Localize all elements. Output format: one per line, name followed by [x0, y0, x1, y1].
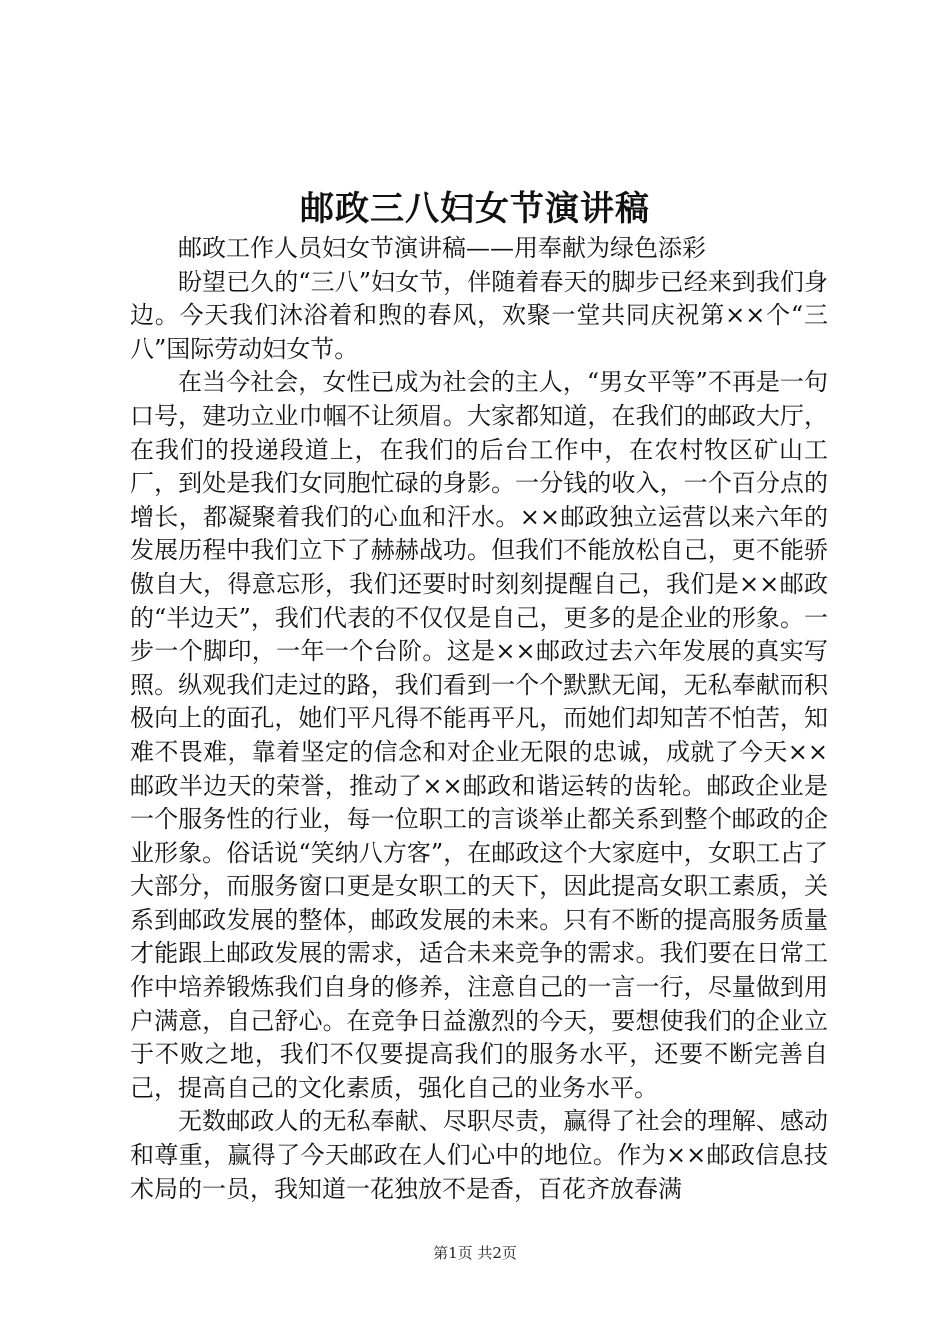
subtitle-paragraph: 邮政工作人员妇女节演讲稿——用奉献为绿色添彩 — [178, 234, 706, 262]
body-paragraph: 盼望已久的“三八”妇女节，伴随着春天的脚步已经来到我们身边。今天我们沐浴着和煦的春风，欢聚一堂共同庆祝第××个“三八”国际劳动妇女节。 — [130, 267, 828, 363]
body-paragraph: 无数邮政人的无私奉献、尽职尽责，赢得了社会的理解、感动和尊重，赢得了今天邮政在人们心中的地位。作为××邮政信息技术局的一员，我知道一花独放不是香，百花齐放春满 — [130, 1107, 828, 1203]
document-body — [130, 232, 828, 1206]
body-paragraph: 在当今社会，女性已成为社会的主人，“男女平等”不再是一句口号，建功立业巾帼不让须眉。大家都知道，在我们的邮政大厅，在我们的投递段道上，在我们的后台工作中，在农村牧区矿山工厂，到处是我们女同胞忙碌的身影。一分钱的收入，一个百分点的增长，都凝聚着我们的心血和汗水。××邮政独立运营以来六年的发展历程中我们立下了赫赫战功。但我们不能放松自己，更不能骄傲自大，得意忘形，我们还要时时刻刻提醒自己，我们是××邮政的“半边天”，我们代表的不仅仅是自己，更多的是企业的形象。一步一个脚印，一年一个台阶。这是××邮政过去六年发展的真实写照。纵观我们走过的路，我们看到一个个默默无闻，无私奉献而积极向上的面孔，她们平凡得不能再平凡，而她们却知苦不怕苦，知难不畏难，靠着坚定的信念和对企业无限的忠诚，成就了今天××邮政半边天的荣誉，推动了××邮政和谐运转的齿轮。邮政企业是一个服务性的行业，每一位职工的言谈举止都关系到整个邮政的企业形象。俗话说“笑纳八方客”，在邮政这个大家庭中，女职工占了大部分，而服务窗口更是女职工的天下，因此提高女职工素质，关系到邮政发展的整体，邮政发展的未来。只有不断的提高服务质量才能跟上邮政发展的需求，适合未来竞争的需求。我们要在日常工作中培养锻炼我们自身的修养，注意自己的一言一行，尽量做到用户满意，自己舒心。在竞争日益激烈的今天，要想使我们的企业立于不败之地，我们不仅要提高我们的服务水平，还要不断完善自己，提高自己的文化素质，强化自己的业务水平。 — [130, 368, 828, 1102]
page-number-footer: 第1页 共2页 — [433, 1244, 517, 1262]
document-title: 邮政三八妇女节演讲稿 — [300, 189, 650, 229]
